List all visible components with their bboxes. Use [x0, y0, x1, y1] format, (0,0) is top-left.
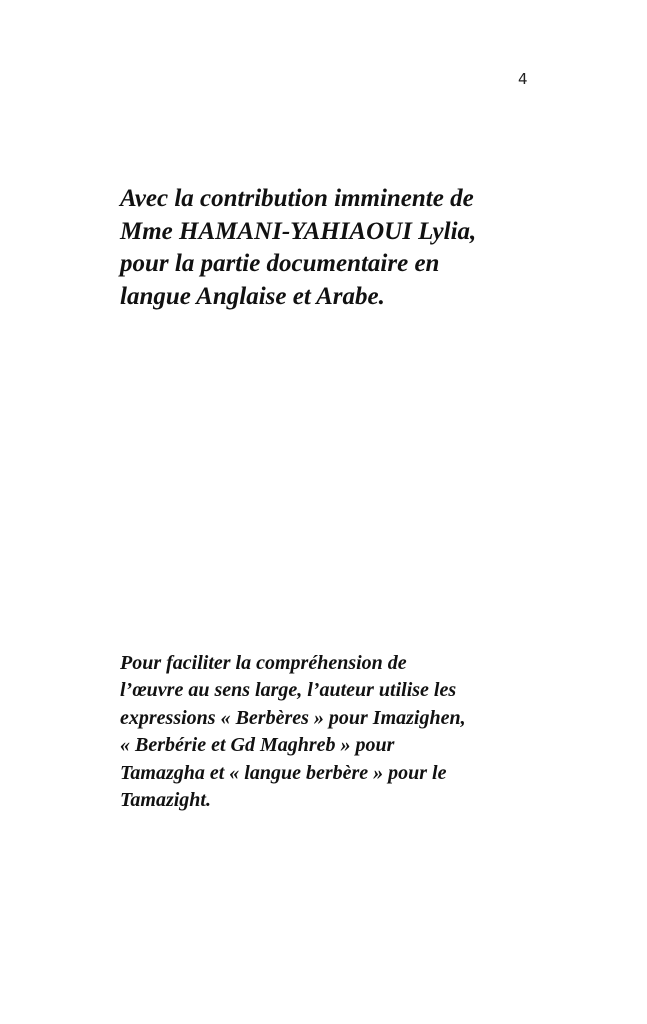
- contribution-paragraph: [120, 183, 476, 313]
- terminology-note-paragraph: [120, 650, 466, 814]
- text-line: expressions « Berbères » pour Imazighen,: [120, 706, 466, 729]
- text-line: Tamazgha et « langue berbère » pour le: [120, 761, 447, 784]
- text-line: pour la partie documentaire en: [120, 250, 440, 277]
- text-line: Mme HAMANI-YAHIAOUI Lylia,: [120, 217, 477, 245]
- text-line: Avec la contribution imminente de: [120, 185, 474, 212]
- text-line: Tamazight.: [120, 789, 211, 812]
- text-line: Pour faciliter la compréhension de: [120, 652, 407, 674]
- text-line: langue Anglaise et Arabe.: [120, 282, 385, 310]
- text-line: « Berbérie et Gd Maghreb » pour: [120, 734, 395, 757]
- page-number: 4: [518, 70, 528, 88]
- text-line: l’œuvre au sens large, l’auteur utilise les: [120, 679, 457, 702]
